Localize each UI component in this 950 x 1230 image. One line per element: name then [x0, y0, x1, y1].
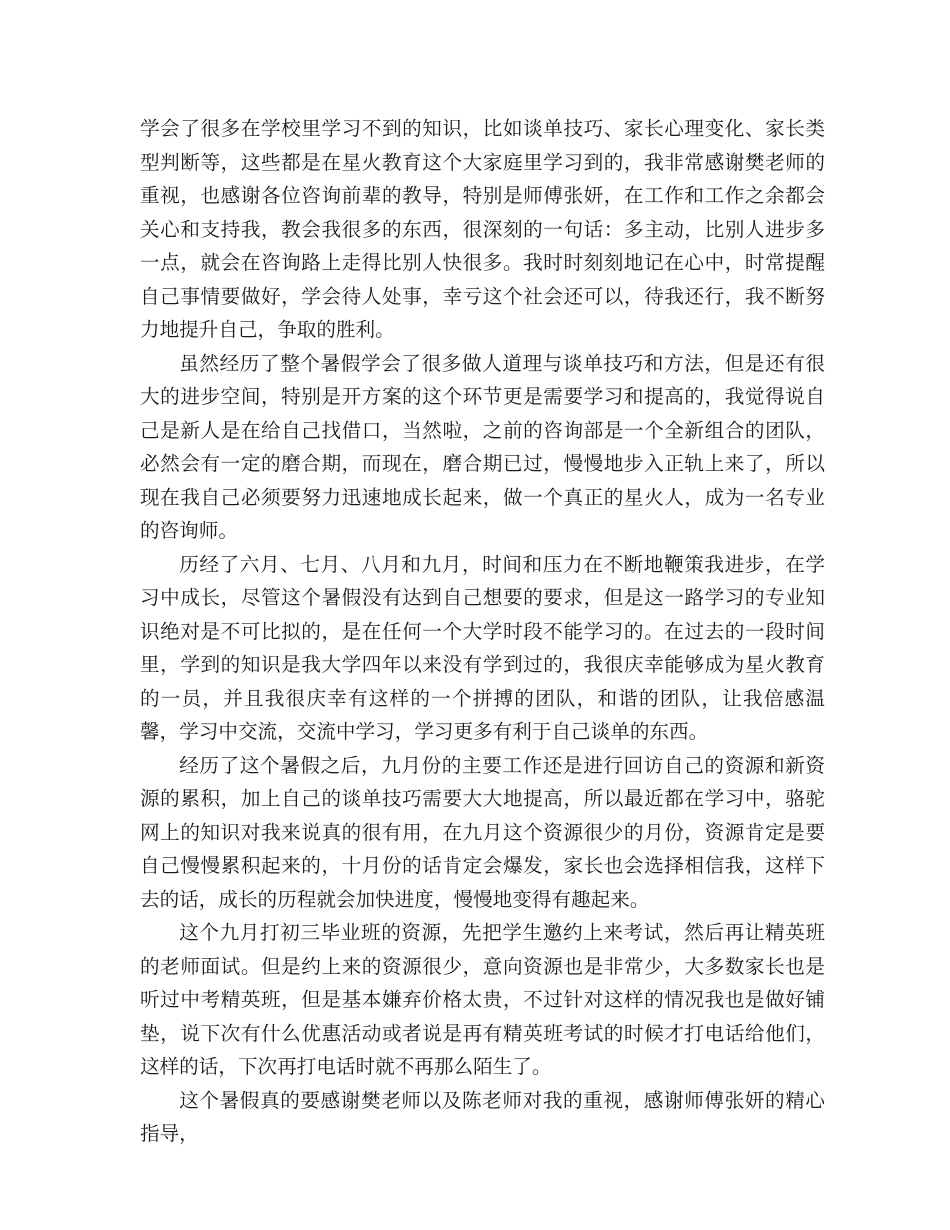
paragraph-2: 虽然经历了整个暑假学会了很多做人道理与谈单技巧和方法，但是还有很大的进步空间，特别是开方案的这个环节更是需要学习和提高的，我觉得说自己是新人是在给自己找借口，当然啦，之前的咨询部是一个全新组合的团队，必然会有一定的磨合期，而现在，磨合期已过，慢慢地步入正轨上来了，所以现在我自己必须要努力迅速地成长起来，做一个真正的星火人，成为一名专业的咨询师。	[140, 351, 825, 542]
paragraph-4: 经历了这个暑假之后，九月份的主要工作还是进行回访自己的资源和新资源的累积，加上自己的谈单技巧需要大大地提高，所以最近都在学习中，骆驼网上的知识对我来说真的很有用，在九月这个资源很少的月份，资源肯定是要自己慢慢累积起来的，十月份的话肯定会爆发，家长也会选择相信我，这样下去的话，成长的历程就会加快进度，慢慢地变得有趣起来。	[140, 753, 825, 911]
document-body	[140, 112, 825, 1151]
paragraph-3: 历经了六月、七月、八月和九月，时间和压力在不断地鞭策我进步，在学习中成长，尽管这个暑假没有达到自己想要的要求，但是这一路学习的专业知识绝对是不可比拟的，是在任何一个大学时段不能学习的。在过去的一段时间里，学到的知识是我大学四年以来没有学到过的，我很庆幸能够成为星火教育的一员，并且我很庆幸有这样的一个拼搏的团队，和谐的团队，让我倍感温馨，学习中交流，交流中学习，学习更多有利于自己谈单的东西。	[140, 552, 825, 743]
paragraph-1: 学会了很多在学校里学习不到的知识，比如谈单技巧、家长心理变化、家长类型判断等，这些都是在星火教育这个大家庭里学习到的，我非常感谢樊老师的重视，也感谢各位咨询前辈的教导，特别是师傅张妍，在工作和工作之余都会关心和支持我，教会我很多的东西，很深刻的一句话：多主动，比别人进步多一点，就会在咨询路上走得比别人快很多。我时时刻刻地记在心中，时常提醒自己事情要做好，学会待人处事，幸亏这个社会还可以，待我还行，我不断努力地提升自己，争取的胜利。	[140, 117, 825, 341]
paragraph-6: 这个暑假真的要感谢樊老师以及陈老师对我的重视，感谢师傅张妍的精心指导，	[140, 1088, 825, 1145]
paragraph-5: 这个九月打初三毕业班的资源，先把学生邀约上来考试，然后再让精英班的老师面试。但是约上来的资源很少，意向资源也是非常少，大多数家长也是听过中考精英班，但是基本嫌弃价格太贵，不过针对这样的情况我也是做好铺垫，说下次有什么优惠活动或者说是再有精英班考试的时候才打电话给他们，这样的话，下次再打电话时就不再那么陌生了。	[140, 921, 825, 1078]
